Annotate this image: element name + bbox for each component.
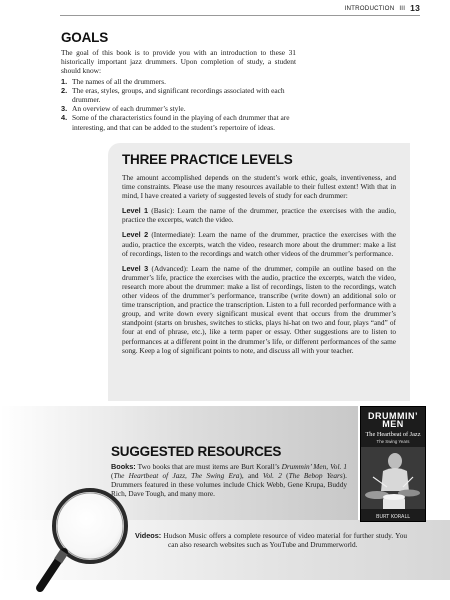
goals-item-number: 3.: [61, 104, 68, 114]
level-2-label: Level 2: [122, 230, 149, 240]
goals-item: [61, 77, 296, 86]
header-rule: [60, 15, 420, 16]
goals-item-text: The names of all the drummers.: [72, 76, 166, 86]
goals-item-text: The eras, styles, groups, and significant recordings associated with each drummer.: [72, 85, 285, 105]
books-text: (: [281, 471, 289, 481]
drummer-photo-icon: [361, 447, 425, 521]
suggested-resources-heading: SUGGESTED RESOURCES: [111, 444, 282, 459]
level-2-paragraph: [122, 230, 396, 257]
videos-text: Hudson Music offers a complete resource of video material for further study. You can also research websites such as YouTube and Drummerworld.: [161, 531, 407, 550]
books-paragraph: [111, 462, 347, 498]
goals-item: [61, 104, 296, 113]
header-separator: III: [399, 4, 406, 12]
book-cover-era: The Swing Years: [376, 439, 410, 444]
svg-text:BURT KORALL: BURT KORALL: [375, 514, 411, 520]
videos-section: [135, 531, 407, 549]
book-cover-image: [360, 406, 426, 522]
suggested-resources-section: [111, 444, 347, 498]
goals-heading: GOALS: [61, 30, 109, 45]
book-subtitle-vol2: The Bebop Years: [288, 471, 343, 481]
goals-item: [61, 113, 296, 131]
goals-item-number: 4.: [61, 113, 68, 123]
running-header: [345, 2, 420, 14]
book-subtitle-vol1: The Heartbeat of Jazz, The Swing Era: [113, 471, 240, 481]
practice-levels-box: [108, 143, 410, 401]
book-cover-title-line2: MEN: [382, 419, 404, 429]
goals-item-text: An overview of each drummer’s style.: [72, 104, 186, 114]
book-cover-title-line1: DRUMMIN’: [368, 411, 418, 421]
level-3-text: (Advanced): Learn the name of the drummer, compile an outline based on the drummer’s life, practice the exercises with the audio, practice the excerpts, watch the video, research more about the drummer: make a list of recordings, listen to the recordings, watch other videos of the drummer’s performance, transcribe (write down) an additional solo or time transcription, and practice the transcription. Listen to a full recorded performance with a group, and write down every significant musical event that occurs from the drummer’s standpoint (starts on brushes, switches to sticks, plays hi-hat on two and four, plays “and” of four at end of phrase, etc.), like a term paper or essay. Other suggestions are to listen to performances at a different point in the drummer’s life, or different performances of the same song. Keep a log of significant points to note, and discuss all with your teacher.: [122, 263, 396, 355]
level-3-label: Level 3: [122, 263, 149, 273]
book-title-vol1: Drummin’ Men, Vol. 1: [281, 462, 347, 471]
section-title: INTRODUCTION: [344, 4, 395, 12]
book-cover-title: [361, 412, 425, 428]
level-1-text: (Basic): Learn the name of the drummer, practice the exercises with the audio, practice the excerpts, watch the video.: [122, 206, 396, 225]
books-text: ). Drummers featured in these volumes include Chick Webb, Gene Krupa, Buddy Rich, Dave Tough, and many more.: [111, 471, 347, 499]
level-2-text: (Intermediate): Learn the name of the drummer, practice the exercises with the audio, practice the excerpts, watch the video, research more about the drummer: make a list of recordings, listen to the recordings and watch other videos of the drummer’s performance.: [122, 230, 397, 258]
practice-levels-heading: THREE PRACTICE LEVELS: [122, 152, 293, 167]
goals-item-number: 2.: [61, 85, 68, 95]
goals-item-number: 1.: [61, 76, 68, 86]
level-1-paragraph: [122, 206, 396, 224]
level-1-label: Level 1: [122, 206, 149, 216]
practice-levels-intro: The amount accomplished depends on the student’s work ethic, goals, inventiveness, and time constraints. Please use the many resources available to their fullest extent! With that in mind, I have created a variety of suggested levels of study for each drummer:: [122, 173, 396, 201]
goals-list: [61, 77, 296, 132]
goals-item: [61, 86, 296, 104]
videos-label: Videos:: [135, 531, 162, 540]
goals-intro: The goal of this book is to provide you with an introduction to these 31 historically important jazz drummers. Upon completion of study, a student should know:: [61, 48, 296, 76]
page-number: 13: [410, 3, 420, 13]
books-label: Books:: [111, 462, 136, 471]
level-3-paragraph: [122, 264, 396, 355]
magnifying-glass-icon: [34, 484, 134, 596]
goals-section: [61, 30, 296, 132]
goals-item-text: Some of the characteristics found in the playing of each drummer that are interesting, and that can be added to the student’s repertoire of ideas.: [72, 113, 290, 132]
books-text: (: [111, 471, 114, 481]
books-text: Two books that are must items are Burt Korall’s: [135, 462, 282, 471]
videos-paragraph: [135, 531, 407, 549]
books-text: ), and: [239, 471, 263, 481]
book-title-vol2: Vol. 2: [262, 471, 282, 481]
book-cover-subtitle: The Heartbeat of Jazz: [365, 431, 421, 438]
